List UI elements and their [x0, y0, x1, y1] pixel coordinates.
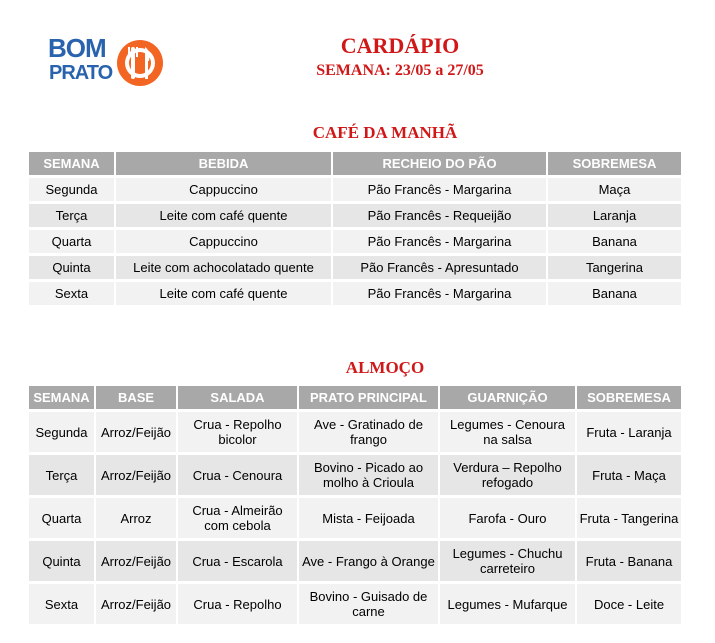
table-row [29, 227, 681, 253]
table-cell: Sexta [29, 279, 116, 305]
cafe-header-sobremesa: SOBREMESA [548, 152, 681, 175]
table-cell: Pão Francês - Margarina [333, 279, 548, 305]
table-cell: Fruta - Banana [577, 538, 681, 581]
table-row [29, 452, 681, 495]
table-cell: Leite com achocolatado quente [116, 253, 333, 279]
table-cell: Quinta [29, 253, 116, 279]
cafe-section-title: CAFÉ DA MANHÃ [312, 123, 458, 142]
almoco-table [29, 386, 681, 624]
table-row [29, 175, 681, 201]
table-cell: Segunda [29, 409, 96, 452]
cafe-header-semana: SEMANA [29, 152, 116, 175]
table-cell: Ave - Gratinado de frango [299, 409, 440, 452]
table-cell: Fruta - Maça [577, 452, 681, 495]
table-cell: Tangerina [548, 253, 681, 279]
table-cell: Terça [29, 452, 96, 495]
table-cell: Mista - Feijoada [299, 495, 440, 538]
almoco-header-prato-principal: PRATO PRINCIPAL [299, 386, 440, 409]
cafe-table [29, 152, 681, 305]
table-cell: Pão Francês - Margarina [333, 227, 548, 253]
table-cell: Crua - Repolho bicolor [178, 409, 299, 452]
logo-line2: PRATO [49, 62, 113, 84]
table-cell: Legumes - Cenoura na salsa [440, 409, 577, 452]
table-cell: Arroz [96, 495, 178, 538]
table-cell: Crua - Repolho [178, 581, 299, 624]
bom-prato-logo [48, 33, 170, 88]
table-cell: Crua - Almeirão com cebola [178, 495, 299, 538]
table-cell: Bovino - Picado ao molho à Crioula [299, 452, 440, 495]
table-cell: Arroz/Feijão [96, 452, 178, 495]
cafe-header-recheio: RECHEIO DO PÃO [333, 152, 548, 175]
table-row [29, 495, 681, 538]
almoco-header-sobremesa: SOBREMESA [577, 386, 681, 409]
table-row [29, 279, 681, 305]
logo-line1: BOM [48, 33, 106, 63]
table-row [29, 253, 681, 279]
table-cell: Leite com café quente [116, 279, 333, 305]
almoco-header-guarnicao: GUARNIÇÃO [440, 386, 577, 409]
table-cell: Bovino - Guisado de carne [299, 581, 440, 624]
table-cell: Verdura – Repolho refogado [440, 452, 577, 495]
almoco-section-title: ALMOÇO [345, 358, 425, 377]
table-cell: Quarta [29, 227, 116, 253]
table-cell: Terça [29, 201, 116, 227]
table-cell: Quinta [29, 538, 96, 581]
week-range: SEMANA: 23/05 a 27/05 [316, 62, 484, 79]
almoco-header-salada: SALADA [178, 386, 299, 409]
table-cell: Maça [548, 175, 681, 201]
almoco-header-base: BASE [96, 386, 178, 409]
table-cell: Pão Francês - Requeijão [333, 201, 548, 227]
table-cell: Sexta [29, 581, 96, 624]
table-cell: Laranja [548, 201, 681, 227]
table-cell: Arroz/Feijão [96, 581, 178, 624]
almoco-header-semana: SEMANA [29, 386, 96, 409]
table-cell: Banana [548, 227, 681, 253]
table-cell: Leite com café quente [116, 201, 333, 227]
table-cell: Arroz/Feijão [96, 538, 178, 581]
table-cell: Fruta - Laranja [577, 409, 681, 452]
table-cell: Pão Francês - Apresuntado [333, 253, 548, 279]
table-cell: Ave - Frango à Orange [299, 538, 440, 581]
table-cell: Segunda [29, 175, 116, 201]
table-cell: Arroz/Feijão [96, 409, 178, 452]
table-row [29, 581, 681, 624]
plate-cutlery-icon [114, 38, 166, 88]
table-cell: Pão Francês - Margarina [333, 175, 548, 201]
table-cell: Crua - Cenoura [178, 452, 299, 495]
table-cell: Legumes - Mufarque [440, 581, 577, 624]
table-cell: Cappuccino [116, 227, 333, 253]
table-cell: Crua - Escarola [178, 538, 299, 581]
table-row [29, 538, 681, 581]
table-row [29, 201, 681, 227]
page-title: CARDÁPIO [340, 33, 460, 58]
table-cell: Doce - Leite [577, 581, 681, 624]
table-cell: Banana [548, 279, 681, 305]
table-row [29, 409, 681, 452]
table-cell: Cappuccino [116, 175, 333, 201]
table-cell: Farofa - Ouro [440, 495, 577, 538]
table-cell: Quarta [29, 495, 96, 538]
cafe-header-bebida: BEBIDA [116, 152, 333, 175]
table-cell: Fruta - Tangerina [577, 495, 681, 538]
table-cell: Legumes - Chuchu carreteiro [440, 538, 577, 581]
